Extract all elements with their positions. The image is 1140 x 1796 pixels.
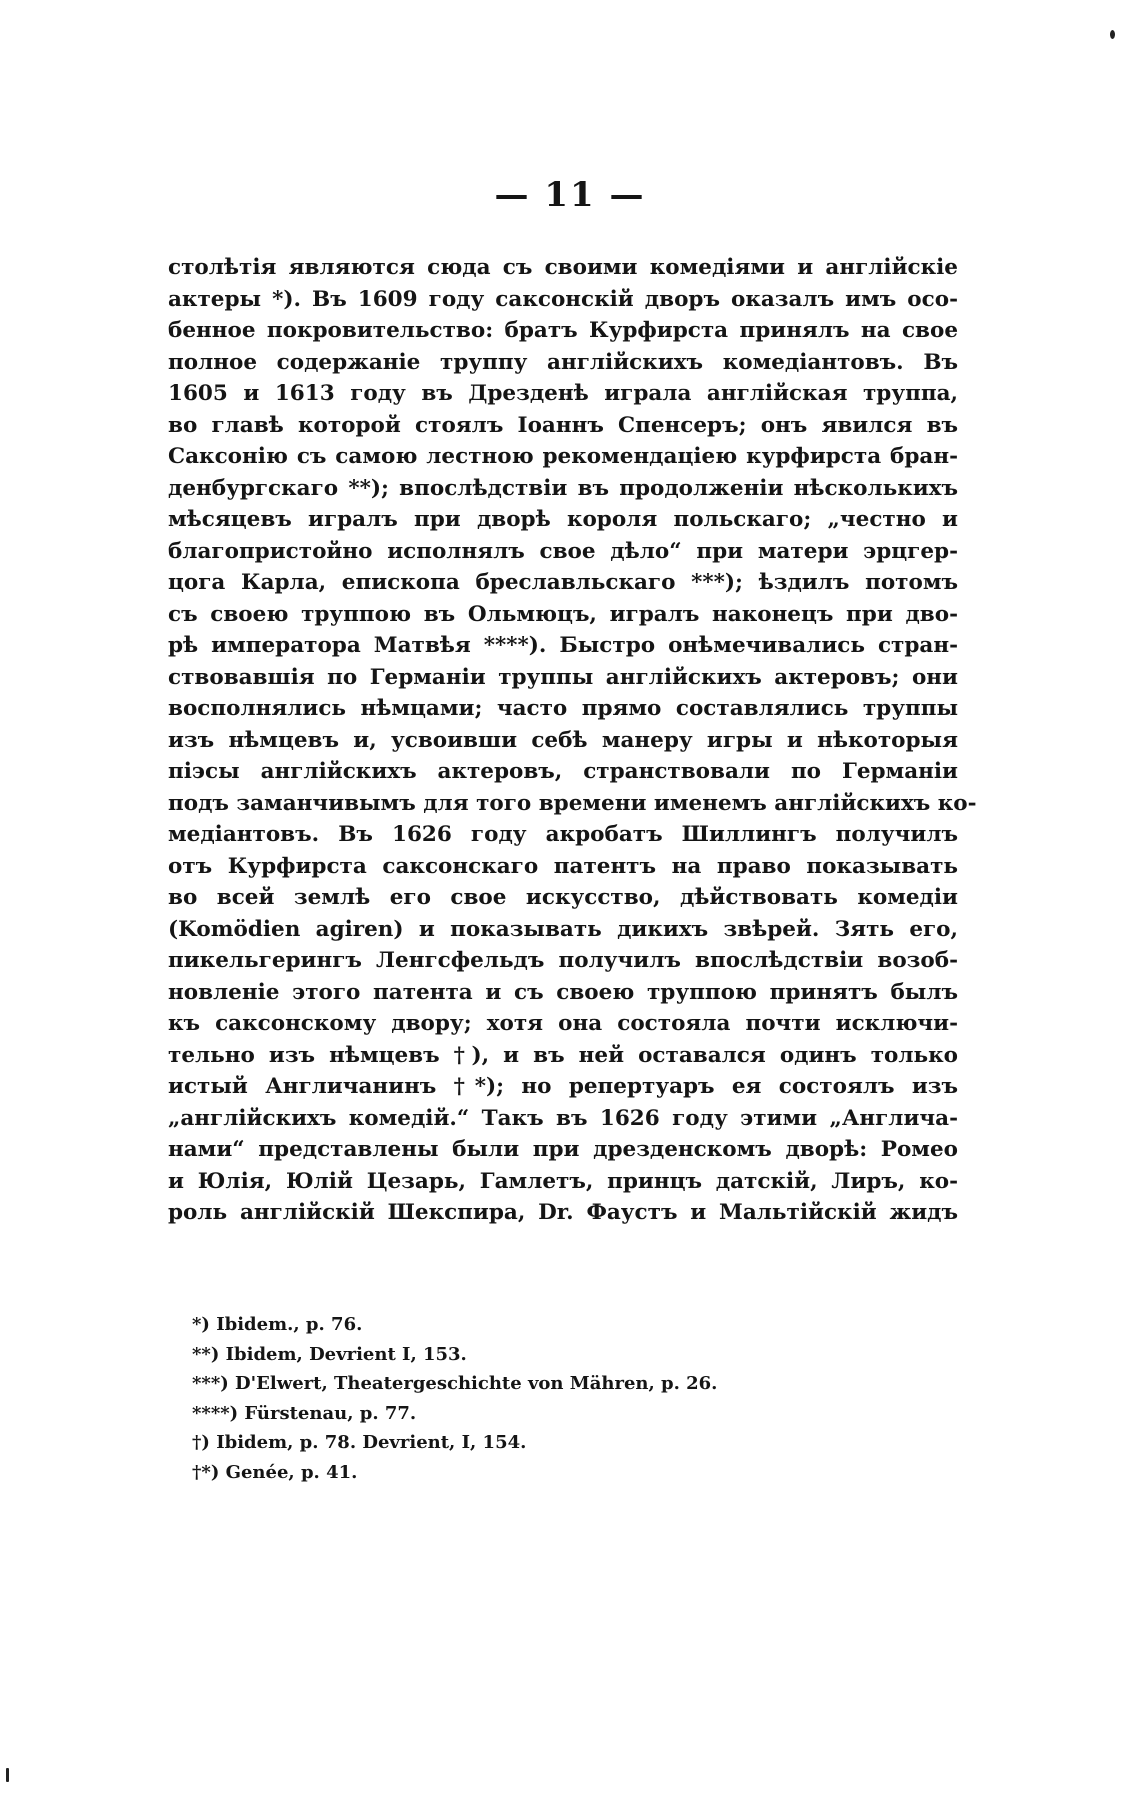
text-line: (Komödien agiren) и показывать дикихъ звѣрей. Зять его, [168, 916, 958, 942]
text-line: пикельгерингъ Ленгсфельдъ получилъ впослѣдствіи возоб- [168, 948, 958, 973]
scan-speck [6, 1768, 9, 1782]
text-line: истый Англичанинъ †*); но репертуаръ ея состоялъ изъ [168, 1074, 958, 1099]
text-line: мѣсяцевъ игралъ при дворѣ короля польскаго; „честно и [168, 507, 958, 532]
footnote: ****) Fürstenau, p. 77. [192, 1402, 417, 1424]
text-line: нами“ представлены были при дрезденскомъ дворѣ: Ромео [168, 1137, 958, 1162]
text-line: актеры *). Въ 1609 году саксонскій дворъ оказалъ имъ осо- [168, 286, 958, 312]
main-text [168, 252, 977, 1229]
text-line: во всей землѣ его свое искусство, дѣйствовать комедіи [168, 885, 958, 910]
text-line: изъ нѣмцевъ и, усвоивши себѣ манеру игры и нѣкоторыя [168, 727, 958, 753]
text-line: полное содержаніе труппу англійскихъ комедіантовъ. Въ [168, 349, 958, 375]
footnote: †) Ibidem, p. 78. Devrient, I, 154. [192, 1432, 527, 1453]
footnotes [192, 1310, 812, 1487]
text-line: роль англійскій Шекспира, Dr. Фаустъ и Мальтійскій жидъ [168, 1200, 958, 1225]
text-line: и Юлія, Юлій Цезарь, Гамлетъ, принцъ датскій, Лиръ, ко- [168, 1168, 958, 1194]
text-line: медіантовъ. Въ 1626 году акробатъ Шиллингъ получилъ [168, 822, 958, 847]
text-line: отъ Курфирста саксонскаго патентъ на право показывать [168, 853, 958, 879]
page-number: — 11 — [494, 175, 646, 215]
text-line: тельно изъ нѣмцевъ †), и въ ней оставался одинъ только [168, 1042, 958, 1068]
text-line: столѣтія являются сюда съ своими комедіями и англійскіе [168, 255, 958, 280]
text-line: новленіе этого патента и съ своею труппою принятъ былъ [168, 979, 958, 1005]
text-line: 1605 и 1613 году въ Дрезденѣ играла англійская труппа, [168, 381, 958, 406]
text-line: благопристойно исполнялъ свое дѣло“ при матери эрцгер- [168, 538, 958, 564]
text-line: денбургскаго **); впослѣдствіи въ продолженіи нѣсколькихъ [168, 475, 958, 501]
text-line: съ своею труппою въ Ольмюцъ, игралъ наконецъ при дво- [168, 601, 958, 627]
text-line: Саксонію съ самою лестною рекомендаціею курфирста бран- [168, 444, 958, 469]
text-line: цога Карла, епископа бреславльскаго ***); ѣздилъ потомъ [168, 570, 958, 595]
footnote: ***) D'Elwert, Theatergeschichte von Mähren, p. 26. [192, 1373, 718, 1394]
footnote: **) Ibidem, Devrient I, 153. [192, 1343, 467, 1365]
footnote: *) Ibidem., p. 76. [192, 1314, 363, 1335]
footnote: †*) Genée, p. 41. [192, 1461, 358, 1483]
text-line: во главѣ которой стоялъ Іоаннъ Спенсеръ; онъ явился въ [168, 412, 958, 438]
text-line: рѣ императора Матвѣя ****). Быстро онѣмечивались стран- [168, 633, 958, 658]
scan-speck [1110, 30, 1115, 39]
text-line: „англійскихъ комедій.“ Такъ въ 1626 году этими „Англича- [168, 1105, 958, 1131]
text-line: восполнялись нѣмцами; часто прямо составлялись труппы [168, 696, 958, 721]
text-line: бенное покровительство: братъ Курфирста принялъ на свое [168, 318, 958, 343]
text-line: ствовавшія по Германіи труппы англійскихъ актеровъ; они [168, 664, 958, 690]
text-line: къ саксонскому двору; хотя она состояла почти исключи- [168, 1011, 958, 1036]
text-line: подъ заманчивымъ для того времени именемъ англійскихъ ко- [168, 790, 977, 816]
text-line: піэсы англійскихъ актеровъ, странствовали по Германіи [168, 759, 958, 784]
